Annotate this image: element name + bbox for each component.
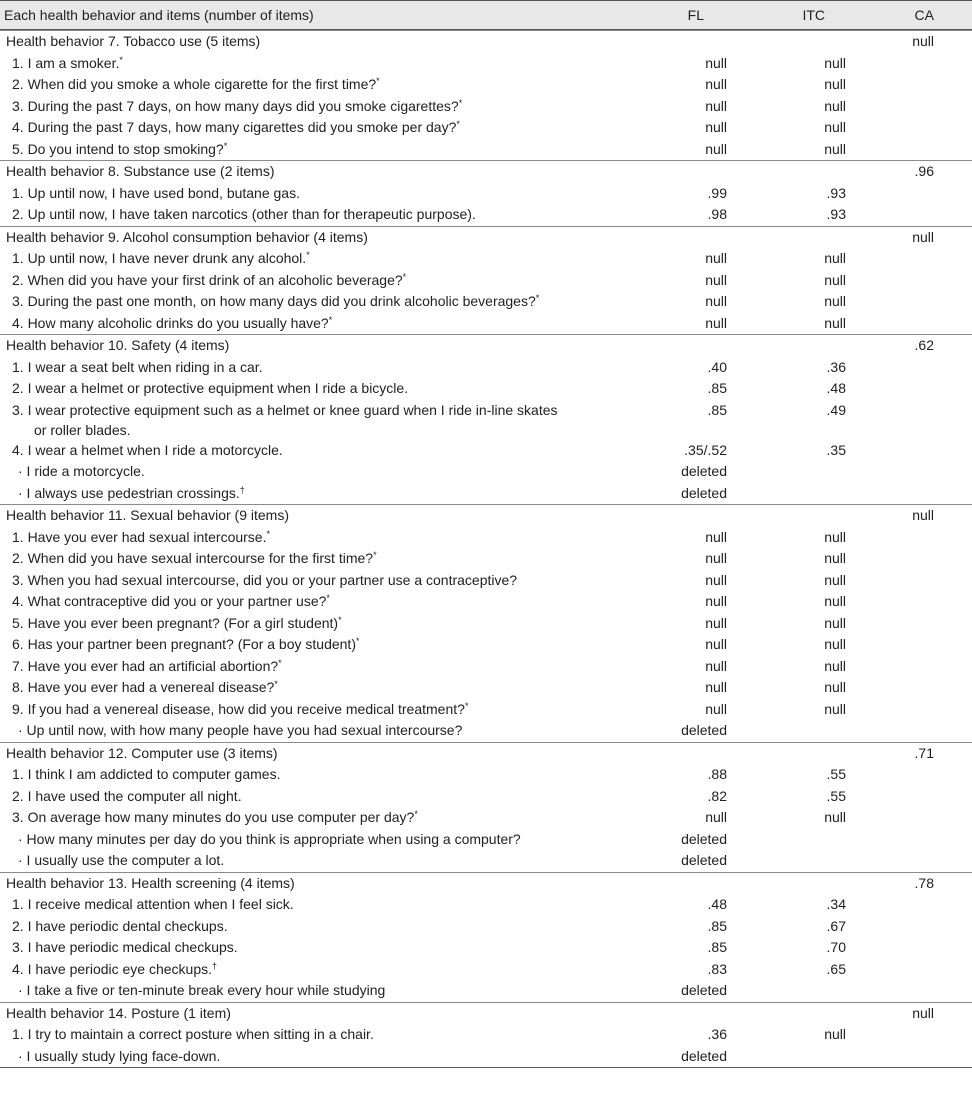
item-cell [0,591,620,613]
itc-cell: .34 [826,896,846,912]
item-cell [0,894,620,916]
item-label: · I take a five or ten-minute break every hour while studying [18,982,386,998]
item-cell [0,570,620,592]
footnote-mark: * [306,250,310,260]
fl-cell: .88 [707,766,727,782]
ca-cell: null [912,228,934,245]
footnote-mark: * [464,700,469,711]
item-cell [0,764,620,786]
fl-cell: null [705,119,727,135]
table-row [0,916,972,938]
table-row [0,548,972,570]
item-label: Health behavior 14. Posture (1 item) [6,1004,231,1021]
item-label: 4. During the past 7 days, how many cigarettes did you smoke per day? [12,119,457,135]
table-row [0,440,972,462]
deleted-item-row [0,1046,972,1069]
table-row [0,248,972,270]
footnote-mark: † [212,960,218,971]
deleted-item-row [0,483,972,505]
item-cell [0,873,620,895]
header-item: Each health behavior and items (number of items) [4,7,314,23]
itc-cell: .93 [826,184,846,201]
fl-cell: deleted [681,830,727,847]
itc-cell: null [824,700,846,717]
itc-cell: null [824,571,846,588]
fl-cell: deleted [681,852,727,868]
ca-cell: .71 [914,744,934,761]
fl-cell: .83 [707,960,727,977]
item-label: 2. When did you have sexual intercourse for the first time? [12,550,374,566]
fl-cell: null [705,571,727,588]
fl-cell: null [705,250,727,266]
section-row [0,742,972,765]
table-row [0,183,972,205]
item-label: 3. I wear protective equipment such as a helmet or knee guard when I ride in-line skates [12,401,558,418]
item-label: 1. I wear a seat belt when riding in a car. [12,358,263,375]
item-cell [0,850,620,872]
table-row [0,313,972,335]
section-row [0,872,972,895]
item-cell [0,656,620,678]
ca-cell: .96 [914,163,934,179]
ca-cell: null [912,1004,934,1021]
itc-cell: .35 [826,441,846,458]
item-label: 3. During the past one month, on how many days did you drink alcoholic beverages? [12,293,536,309]
itc-cell: .48 [826,380,846,396]
table-row [0,699,972,721]
item-cell [0,96,620,118]
item-label: 7. Have you ever had an artificial abortion? [12,657,279,674]
footnote-mark: * [328,314,333,325]
item-label: 2. I have used the computer all night. [12,787,242,804]
ca-cell: null [912,507,934,523]
itc-cell: .36 [826,358,846,375]
footnote-mark: * [414,809,418,819]
item-label: Health behavior 7. Tobacco use (5 items) [6,33,261,49]
section-row [0,160,972,183]
table-row [0,634,972,656]
table-row [0,677,972,699]
item-cell [0,440,620,462]
item-cell [0,959,620,981]
header-fl: FL [687,7,704,23]
item-cell [0,291,620,313]
section-row [0,504,972,527]
table-row [0,613,972,635]
table-row [0,764,972,786]
fl-cell: .98 [707,206,727,222]
itc-cell: null [824,314,846,331]
table-row [0,74,972,96]
item-label: 4. What contraceptive did you or your partner use? [12,593,327,609]
item-cell [0,248,620,270]
item-label: 2. When did you smoke a whole cigarette for the first time? [12,76,377,92]
footnote-mark: * [119,54,123,65]
item-cell [0,31,620,53]
item-cell [0,786,620,808]
itc-cell: .67 [826,917,846,934]
footnote-mark: * [338,614,342,625]
item-label: 1. I think I am addicted to computer games. [12,766,281,782]
fl-cell: deleted [681,722,727,738]
fl-cell: null [705,314,727,331]
itc-cell: null [824,271,846,288]
item-label: 1. Up until now, I have used bond, butane gas. [12,184,300,201]
item-cell [0,1003,620,1025]
item-cell [0,461,620,483]
item-label: Health behavior 12. Computer use (3 items) [6,744,278,761]
fl-cell: null [705,679,727,695]
itc-cell: .55 [826,787,846,804]
item-cell [0,53,620,75]
table-row [0,786,972,808]
item-label: 4. I wear a helmet when I ride a motorcycle. [12,441,283,458]
item-label: 8. Have you ever had a venereal disease? [12,679,275,695]
item-cell [0,699,620,721]
fl-cell: .85 [707,917,727,934]
item-label: 1. I try to maintain a correct posture when sitting in a chair. [12,1026,374,1042]
item-cell [0,313,620,335]
footnote-mark: * [535,293,540,303]
table-row [0,807,972,829]
item-cell [0,980,620,1002]
table-row [0,357,972,379]
item-label: 1. I receive medical attention when I feel sick. [12,896,294,912]
footnote-mark: * [458,97,463,108]
footnote-mark: * [326,593,330,603]
table-row [0,959,972,981]
item-cell [0,270,620,292]
item-cell [0,937,620,959]
item-label: · How many minutes per day do you think is appropriate when using a computer? [18,830,521,847]
fl-cell: null [705,593,727,609]
table-header [0,0,972,30]
item-label: 5. Do you intend to stop smoking? [12,140,224,157]
ca-cell: null [912,33,934,49]
deleted-item-row [0,850,972,872]
itc-cell: null [824,593,846,609]
fl-cell: .99 [707,184,727,201]
header-itc: ITC [802,7,825,23]
table-row [0,53,972,75]
itc-cell: null [824,550,846,566]
item-cell [0,527,620,549]
table-row [0,656,972,678]
item-label: 3. On average how many minutes do you use computer per day? [12,809,415,825]
table-row [0,1024,972,1046]
fl-cell: null [705,809,727,825]
itc-cell: .55 [826,766,846,782]
table-row [0,527,972,549]
item-label: · I usually study lying face-down. [18,1047,221,1064]
item-label: 4. I have periodic eye checkups. [12,960,213,977]
fl-cell: deleted [681,484,727,501]
item-cell [0,743,620,765]
deleted-item-row [0,980,972,1002]
fl-cell: null [705,293,727,309]
itc-cell: .65 [826,960,846,977]
item-label: · I ride a motorcycle. [18,463,145,479]
fl-cell: null [705,657,727,674]
item-label: 4. How many alcoholic drinks do you usually have? [12,314,329,331]
item-cell [0,829,620,851]
table-row [0,400,972,440]
item-cell [0,357,620,379]
item-cell [0,74,620,96]
fl-cell: null [705,54,727,71]
itc-cell: .70 [826,939,846,955]
fl-cell: deleted [681,1047,727,1064]
footnote-mark: † [239,484,245,495]
item-label: 2. Up until now, I have taken narcotics (other than for therapeutic purpose). [12,206,476,222]
item-label: Health behavior 8. Substance use (2 items) [6,163,275,179]
item-cell [0,183,620,205]
item-label: Health behavior 9. Alcohol consumption behavior (4 items) [6,228,368,245]
item-label: Health behavior 13. Health screening (4 items) [6,874,295,891]
itc-cell: null [824,140,846,157]
item-cell [0,1046,620,1068]
itc-cell: null [824,636,846,652]
itc-cell: null [824,614,846,631]
item-cell [0,505,620,527]
item-cell [0,139,620,161]
fl-cell: null [705,636,727,652]
item-label: 3. When you had sexual intercourse, did you or your partner use a contraceptive? [12,571,518,588]
section-row [0,334,972,357]
item-label: 9. If you had a venereal disease, how did you receive medical treatment? [12,700,465,717]
table-body [0,30,972,1068]
itc-cell: null [824,76,846,92]
fl-cell: .40 [707,358,727,375]
fl-cell: null [705,614,727,631]
fl-cell: .85 [707,401,727,418]
item-label: · I always use pedestrian crossings. [18,484,240,501]
table-row [0,291,972,313]
fl-cell: null [705,76,727,92]
item-label: · Up until now, with how many people have you had sexual intercourse? [18,722,463,738]
item-cell [0,400,620,440]
item-cell [0,548,620,570]
item-cell [0,335,620,357]
fl-cell: .48 [707,896,727,912]
itc-cell: null [824,293,846,309]
table-row [0,270,972,292]
section-row [0,226,972,249]
item-cell [0,634,620,656]
footnote-mark: * [274,679,278,689]
table-row [0,139,972,161]
table-row [0,937,972,959]
item-label: 3. During the past 7 days, on how many days did you smoke cigarettes? [12,97,459,114]
item-label: 2. I wear a helmet or protective equipment when I ride a bicycle. [12,380,409,396]
item-cell [0,161,620,183]
item-label: Health behavior 10. Safety (4 items) [6,337,230,353]
itc-cell: null [824,250,846,266]
item-cell [0,807,620,829]
item-cell [0,916,620,938]
fl-cell: null [705,550,727,566]
fl-cell: .85 [707,380,727,396]
item-cell [0,720,620,742]
item-cell [0,613,620,635]
itc-cell: null [824,679,846,695]
table-row [0,591,972,613]
item-cell [0,117,620,139]
itc-cell: null [824,528,846,545]
itc-cell: null [824,657,846,674]
itc-cell: .93 [826,206,846,222]
deleted-item-row [0,829,972,851]
itc-cell: .49 [826,401,846,418]
item-label: 1. Have you ever had sexual intercourse. [12,528,267,545]
item-cell [0,483,620,505]
itc-cell: null [824,809,846,825]
deleted-item-row [0,461,972,483]
fl-cell: null [705,700,727,717]
ca-cell: .78 [914,874,934,891]
footnote-mark: * [373,550,377,560]
footnote-mark: * [355,636,360,646]
fl-cell: deleted [681,463,727,479]
table-row [0,894,972,916]
item-label: 5. Have you ever been pregnant? (For a girl student) [12,614,339,631]
footnote-mark: * [278,657,282,668]
itc-cell: null [824,119,846,135]
section-row [0,1002,972,1025]
item-cell [0,227,620,249]
item-label: 1. I am a smoker. [12,54,120,71]
footnote-mark: * [456,119,460,129]
header-ca: CA [914,7,934,23]
item-label-continued: or roller blades. [34,421,131,438]
fl-cell: null [705,528,727,545]
footnote-mark: * [402,271,407,282]
fl-cell: .35/.52 [684,441,727,458]
table-row [0,378,972,400]
section-row [0,30,972,53]
footnote-mark: * [376,76,380,86]
item-label: 6. Has your partner been pregnant? (For a boy student) [12,636,356,652]
item-label: 1. Up until now, I have never drunk any alcohol. [12,250,307,266]
table-row [0,117,972,139]
fl-cell: .85 [707,939,727,955]
item-cell [0,204,620,226]
fl-cell: null [705,97,727,114]
item-label: 3. I have periodic medical checkups. [12,939,238,955]
fl-cell: null [705,271,727,288]
itc-cell: null [824,54,846,71]
deleted-item-row [0,720,972,742]
table-row [0,96,972,118]
item-cell [0,1024,620,1046]
item-label: Health behavior 11. Sexual behavior (9 items) [6,507,290,523]
item-label: 2. When did you have your first drink of an alcoholic beverage? [12,271,403,288]
table-row [0,570,972,592]
itc-cell: null [824,1026,846,1042]
footnote-mark: * [266,528,270,539]
itc-cell: null [824,97,846,114]
item-cell [0,378,620,400]
item-label: 2. I have periodic dental checkups. [12,917,228,934]
item-label: · I usually use the computer a lot. [18,852,225,868]
fl-cell: .82 [707,787,727,804]
footnote-mark: * [223,140,228,151]
fl-cell: deleted [681,982,727,998]
item-cell [0,677,620,699]
table-row [0,204,972,226]
fl-cell: null [705,140,727,157]
fl-cell: .36 [707,1026,727,1042]
ca-cell: .62 [914,337,934,353]
